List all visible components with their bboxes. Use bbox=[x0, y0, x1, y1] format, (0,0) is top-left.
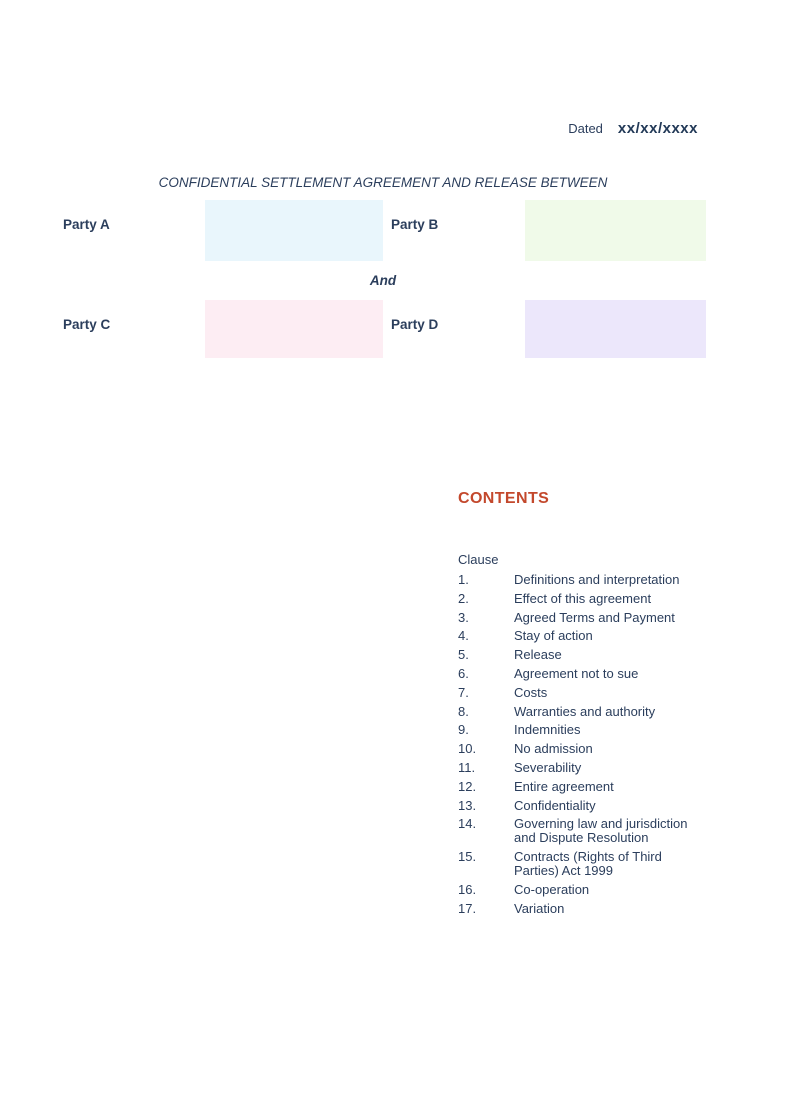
toc-item-label: Definitions and interpretation bbox=[514, 572, 680, 587]
toc-item bbox=[458, 723, 698, 737]
toc-item-label: Agreement not to sue bbox=[514, 665, 639, 681]
toc-item bbox=[458, 629, 698, 643]
dated-label: Dated bbox=[568, 121, 603, 136]
toc-item bbox=[458, 850, 698, 878]
toc-item-number: 4. bbox=[458, 628, 469, 644]
toc-item-label: Release bbox=[514, 647, 562, 663]
toc-item-label: Contracts (Rights of Third Parties) Act 1999 bbox=[514, 849, 662, 879]
toc-item bbox=[458, 611, 698, 625]
toc-item-number: 2. bbox=[458, 590, 469, 606]
party-c-label: Party C bbox=[63, 317, 111, 332]
toc-item-number: 9. bbox=[458, 722, 469, 738]
toc-item-number: 6. bbox=[458, 665, 469, 681]
toc-item-label: Indemnities bbox=[514, 722, 581, 738]
party-b-label: Party B bbox=[391, 217, 439, 232]
party-d-name-field[interactable] bbox=[525, 300, 706, 358]
toc-item bbox=[458, 667, 698, 681]
dated-row bbox=[568, 120, 698, 137]
toc-item bbox=[458, 705, 698, 719]
toc-item-label: Agreed Terms and Payment bbox=[514, 609, 675, 625]
toc-item-number: 13. bbox=[458, 797, 477, 813]
toc-item bbox=[458, 648, 698, 662]
toc-item bbox=[458, 592, 698, 606]
party-a-name-field[interactable] bbox=[205, 200, 383, 261]
toc-item-number: 5. bbox=[458, 647, 469, 663]
and-separator: And bbox=[369, 273, 397, 288]
document-title: CONFIDENTIAL SETTLEMENT AGREEMENT AND RELEASE BETWEEN bbox=[158, 175, 608, 190]
toc-item-number: 14. bbox=[458, 816, 477, 832]
toc-item bbox=[458, 817, 698, 845]
contents-heading: CONTENTS bbox=[458, 490, 550, 507]
toc-item-label: Effect of this agreement bbox=[514, 590, 652, 606]
toc-item-label: Governing law and jurisdiction and Dispute Resolution bbox=[514, 816, 688, 846]
toc-item-label: Entire agreement bbox=[514, 778, 614, 794]
toc-item-number: 15. bbox=[458, 849, 477, 865]
toc-item bbox=[458, 780, 698, 794]
party-row-ab bbox=[0, 200, 790, 261]
toc-item-label: Co-operation bbox=[514, 881, 590, 897]
toc-item-number: 10. bbox=[458, 741, 477, 757]
toc-item bbox=[458, 573, 698, 587]
clause-column-label: Clause bbox=[458, 552, 499, 567]
toc-item-number: 16. bbox=[458, 881, 477, 897]
toc-item-label: Confidentiality bbox=[514, 797, 596, 813]
toc-item-number: 7. bbox=[458, 684, 469, 700]
toc-item-label: No admission bbox=[514, 741, 593, 757]
party-d-label: Party D bbox=[391, 317, 439, 332]
toc-item-number: 11. bbox=[458, 759, 476, 775]
toc-item bbox=[458, 761, 698, 775]
toc-item-label: Warranties and authority bbox=[514, 703, 656, 719]
party-c-name-field[interactable] bbox=[205, 300, 383, 358]
toc-item-label: Variation bbox=[514, 900, 565, 916]
toc-item-label: Severability bbox=[514, 759, 582, 775]
toc-item-number: 12. bbox=[458, 778, 477, 794]
toc-item bbox=[458, 883, 698, 897]
dated-value-placeholder: xx/xx/xxxx bbox=[617, 120, 698, 137]
toc-item bbox=[458, 742, 698, 756]
toc-item bbox=[458, 686, 698, 700]
party-row-cd bbox=[0, 300, 790, 358]
party-a-label: Party A bbox=[63, 217, 110, 232]
table-of-contents bbox=[458, 573, 698, 916]
toc-item bbox=[458, 799, 698, 813]
toc-item-number: 1. bbox=[458, 572, 469, 587]
party-b-name-field[interactable] bbox=[525, 200, 706, 261]
toc-item bbox=[458, 902, 698, 916]
toc-item-number: 3. bbox=[458, 609, 469, 625]
toc-item-number: 8. bbox=[458, 703, 469, 719]
toc-item-number: 17. bbox=[458, 900, 477, 916]
contents-section bbox=[458, 490, 698, 921]
toc-item-label: Costs bbox=[514, 684, 548, 700]
toc-item-label: Stay of action bbox=[514, 628, 593, 644]
